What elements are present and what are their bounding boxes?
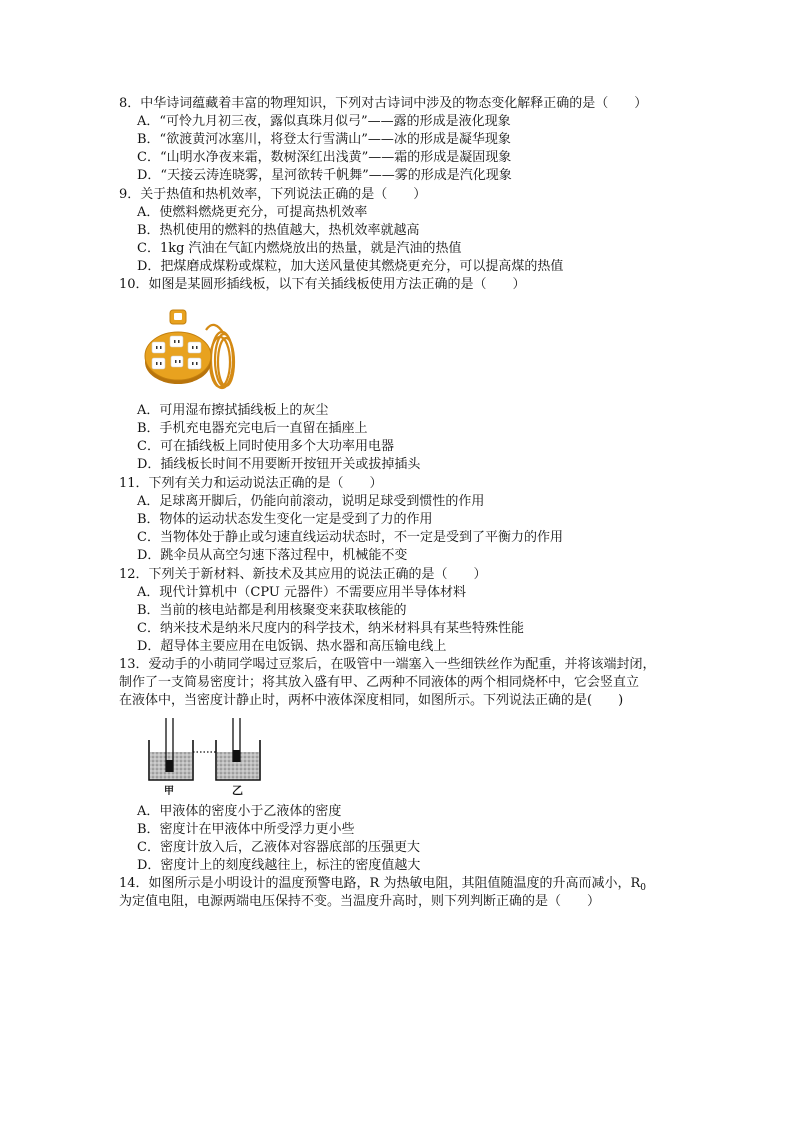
question-stem: 8．中华诗词蕴藏着丰富的物理知识，下列对古诗词中涉及的物态变化解释正确的是（ ） [119,96,648,111]
question-stem-line-3: 在液体中，当密度计静止时，两杯中液体深度相同，如图所示。下列说法正确的是( ) [119,693,624,708]
option-d: D．密度计上的刻度线越往上，标注的密度值越大 [137,858,421,873]
stem-text: 14．如图所示是小明设计的温度预警电路，R 为热敏电阻，其阻值随温度的升高而减小，R [119,876,641,891]
option-c: C．密度计放入后，乙液体对容器底部的压强更大 [137,840,420,855]
question-14 [119,875,679,911]
option-b: B．热机使用的燃料的热值越大，热机效率就越高 [137,223,420,238]
question-10 [119,276,679,294]
question-12 [119,566,679,656]
option-c: C．“山明水净夜来霜，数树深红出浅黄”——霜的形成是凝固现象 [137,150,512,165]
option-d: D．跳伞员从高空匀速下落过程中，机械能不变 [137,548,408,563]
question-13 [119,656,679,710]
question-stem: 12．下列关于新材料、新技术及其应用的说法正确的是（ ） [119,567,487,582]
density-meter-beakers-figure [144,716,264,798]
question-11 [119,475,679,565]
question-stem-line-2: 为定值电阻，电源两端电压保持不变。当温度升高时，则下列判断正确的是（ ） [119,894,601,909]
option-c: C．当物体处于静止或匀速直线运动状态时，不一定是受到了平衡力的作用 [137,530,563,545]
option-a: A．现代计算机中（CPU 元器件）不需要应用半导体材料 [137,585,466,600]
question-stem: 9．关于热值和热机效率，下列说法正确的是（ ） [119,187,427,202]
option-d: D．超导体主要应用在电饭锅、热水器和高压输电线上 [137,639,447,654]
label-yi: 乙 [232,784,243,797]
option-c: C．1kg 汽油在气缸内燃烧放出的热量，就是汽油的热值 [137,241,462,256]
option-a: A．足球离开脚后，仍能向前滚动，说明足球受到惯性的作用 [137,494,485,509]
option-a: A．使燃料燃烧更充分，可提高热机效率 [137,205,368,220]
question-stem-line-1 [119,875,679,893]
question-stem-line-2: 制作了一支简易密度计；将其放入盛有甲、乙两种不同液体的两个相同烧杯中，它会竖直立 [119,675,640,690]
option-a: A．甲液体的密度小于乙液体的密度 [137,804,342,819]
option-b: B．当前的核电站都是利用核聚变来获取核能的 [137,603,407,618]
question-stem: 10．如图是某圆形插线板，以下有关插线板使用方法正确的是（ ） [119,277,526,292]
question-8 [119,95,679,185]
question-stem: 11．下列有关力和运动说法正确的是（ ） [119,476,383,491]
label-jia: 甲 [164,786,174,797]
option-b: B．物体的运动状态发生变化一定是受到了力的作用 [137,512,433,527]
option-b: B．手机充电器充完电后一直留在插座上 [137,421,368,436]
option-d: D．插线板长时间不用要断开按钮开关或拔掉插头 [137,457,421,472]
power-strip-image [140,300,240,395]
question-10-options [119,402,679,474]
question-9 [119,186,679,276]
option-d: D．“天接云涛连晓雾，星河欲转千帆舞”——雾的形成是汽化现象 [137,168,512,183]
option-b: B．“欲渡黄河冰塞川，将登太行雪满山”——冰的形成是凝华现象 [137,132,511,147]
question-stem-line-1: 13．爱动手的小萌同学喝过豆浆后，在吸管中一端塞入一些细铁丝作为配重，并将该端封闭， [119,657,656,672]
subscript-zero: 0 [640,883,646,893]
option-c: C．纳米技术是纳米尺度内的科学技术，纳米材料具有某些特殊性能 [137,621,524,636]
question-13-options [119,803,679,875]
option-c: C．可在插线板上同时使用多个大功率用电器 [137,439,394,454]
option-b: B．密度计在甲液体中所受浮力更小些 [137,822,355,837]
option-a: A．可用湿布擦拭插线板上的灰尘 [137,403,329,418]
option-d: D．把煤磨成煤粉或煤粒，加大送风量使其燃烧更充分，可以提高煤的热值 [137,259,564,274]
option-a: A．“可怜九月初三夜，露似真珠月似弓”——露的形成是液化现象 [137,114,511,129]
